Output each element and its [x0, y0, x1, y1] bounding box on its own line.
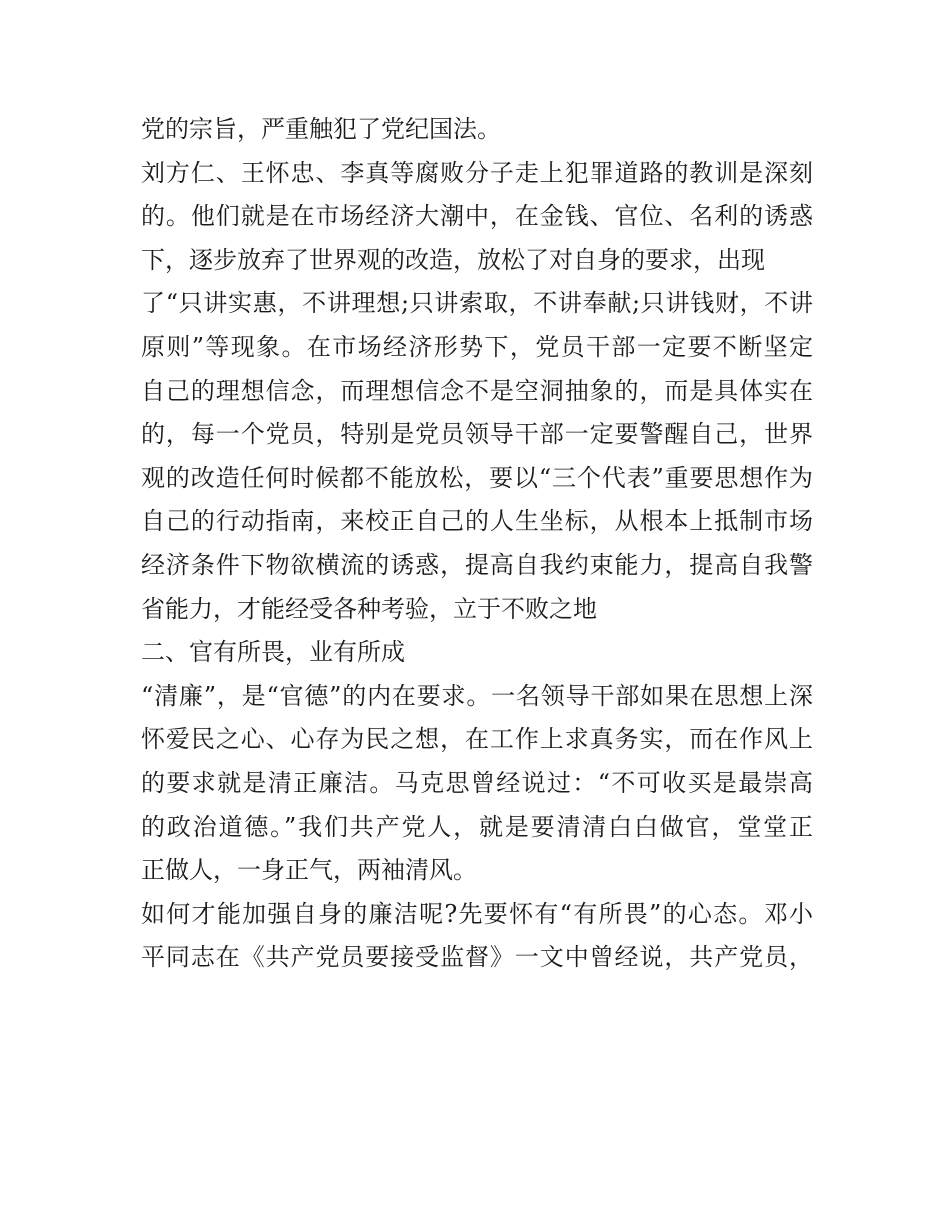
text-line: 的，每一个党员，特别是党员领导干部一定要警醒自己，世界 — [141, 420, 813, 449]
text-line: 自己的理想信念，而理想信念不是空洞抽象的，而是具体实在 — [141, 376, 813, 405]
document-body — [141, 108, 813, 980]
text-line: 了“只讲实惠，不讲理想;只讲索取，不讲奉献;只讲钱财，不讲 — [141, 289, 813, 318]
text-line: 观的改造任何时候都不能放松，要以“三个代表”重要思想作为 — [141, 463, 813, 492]
text-line: 省能力，才能经受各种考验，立于不败之地 — [141, 594, 597, 623]
text-line: “清廉”，是“官德”的内在要求。一名领导干部如果在思想上深 — [141, 681, 813, 710]
text-line: 正做人，一身正气，两袖清风。 — [141, 856, 477, 885]
text-line: 下，逐步放弃了世界观的改造，放松了对自身的要求，出现 — [141, 245, 765, 274]
text-line: 自己的行动指南，来校正自己的人生坐标，从根本上抵制市场 — [141, 507, 813, 536]
text-line: 党的宗旨，严重触犯了党纪国法。 — [141, 115, 501, 143]
section-heading: 二、官有所畏，业有所成 — [141, 638, 405, 667]
text-line: 经济条件下物欲横流的诱惑，提高自我约束能力，提高自我警 — [141, 550, 813, 579]
text-line: 如何才能加强自身的廉洁呢?先要怀有“有所畏”的心态。邓小 — [141, 899, 813, 928]
text-line: 平同志在《共产党员要接受监督》一文中曾经说，共产党员， — [141, 943, 813, 972]
text-line: 怀爱民之心、心存为民之想，在工作上求真务实，而在作风上 — [141, 725, 813, 754]
text-line: 的政治道德。”我们共产党人，就是要清清白白做官，堂堂正 — [141, 812, 813, 841]
text-line: 的要求就是清正廉洁。马克思曾经说过：“不可收买是最崇高 — [141, 768, 813, 797]
text-line: 原则”等现象。在市场经济形势下，党员干部一定要不断坚定 — [141, 332, 813, 361]
text-line: 的。他们就是在市场经济大潮中，在金钱、官位、名利的诱惑 — [141, 202, 813, 231]
text-line: 刘方仁、王怀忠、李真等腐败分子走上犯罪道路的教训是深刻 — [141, 158, 813, 187]
